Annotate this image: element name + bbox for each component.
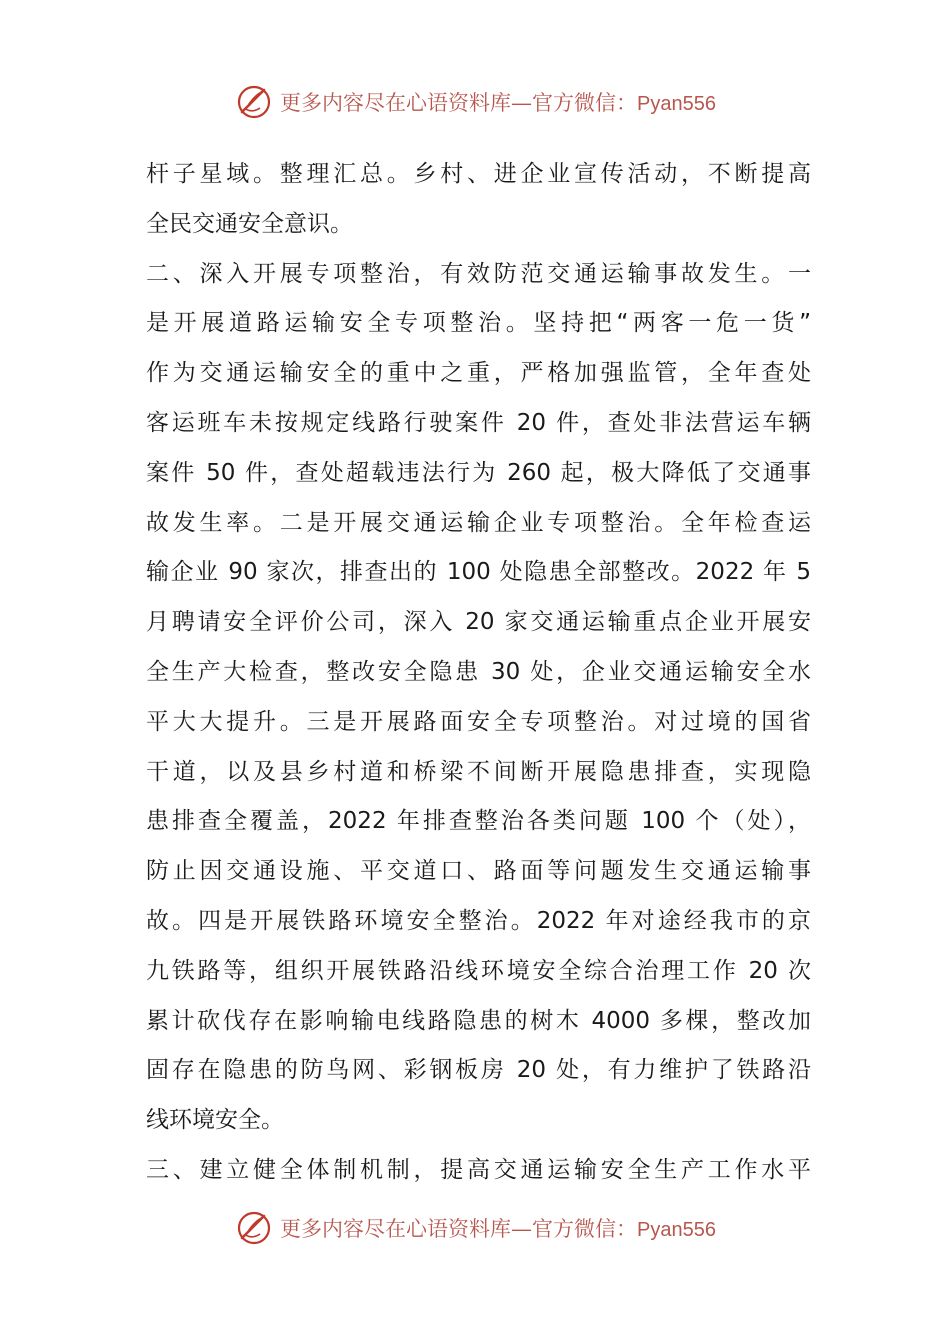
wechat-id: Pyan556 bbox=[637, 1219, 716, 1241]
text-line: 防止因交通设施、平交道口、路面等问题发生交通运输事 bbox=[146, 858, 811, 885]
watermark-text: 更多内容尽在心语资料库—官方微信：Pyan556 bbox=[280, 1217, 716, 1241]
text-line: 固存在隐患的防鸟网、彩钢板房 20 处，有力维护了铁路沿 bbox=[146, 1057, 811, 1084]
watermark-text: 更多内容尽在心语资料库—官方微信：Pyan556 bbox=[280, 91, 716, 115]
wechat-id: Pyan556 bbox=[637, 93, 716, 115]
text-line: 线环境安全。 bbox=[146, 1107, 284, 1134]
text-line: 三、建立健全体制机制，提高交通运输安全生产工作水平 bbox=[146, 1156, 811, 1183]
text-line: 故。四是开展铁路环境安全整治。2022 年对途经我市的京 bbox=[146, 907, 811, 934]
text-line: 月聘请安全评价公司，深入 20 家交通运输重点企业开展安 bbox=[146, 609, 811, 636]
text-line: 输企业 90 家次，排查出的 100 处隐患全部整改。2022 年 5 bbox=[146, 559, 811, 586]
document-body bbox=[146, 150, 811, 1196]
text-line: 累计砍伐存在影响输电线路隐患的树木 4000 多棵，整改加 bbox=[146, 1007, 811, 1034]
text-line: 是开展道路运输安全专项整治。坚持把“两客一危一货” bbox=[146, 310, 811, 337]
text-line: 九铁路等，组织开展铁路沿线环境安全综合治理工作 20 次 bbox=[146, 957, 811, 984]
paragraph-system-mechanism bbox=[146, 1146, 811, 1196]
text-line: 作为交通运输安全的重中之重，严格加强监管，全年查处 bbox=[146, 360, 811, 387]
footer-watermark bbox=[0, 1208, 950, 1248]
text-line: 全民交通安全意识。 bbox=[146, 210, 353, 237]
text-line: 杆子星域。整理汇总。乡村、进企业宣传活动，不断提高 bbox=[146, 161, 811, 187]
text-line: 二、深入开展专项整治，有效防范交通运输事故发生。一 bbox=[146, 260, 811, 287]
text-line: 客运班车未按规定线路行驶案件 20 件，查处非法营运车辆 bbox=[146, 409, 811, 436]
text-line: 平大大提升。三是开展路面安全专项整治。对过境的国省 bbox=[146, 708, 811, 735]
paragraph-special-rectification bbox=[146, 250, 811, 1146]
paragraph-continuation bbox=[146, 150, 811, 250]
quill-logo-icon bbox=[234, 1208, 274, 1248]
quill-logo-icon bbox=[234, 82, 274, 122]
header-watermark bbox=[0, 82, 950, 122]
text-line: 案件 50 件，查处超载违法行为 260 起，极大降低了交通事 bbox=[146, 459, 811, 486]
text-line: 干道，以及县乡村道和桥梁不间断开展隐患排查，实现隐 bbox=[146, 758, 811, 785]
text-line: 全生产大检查，整改安全隐患 30 处，企业交通运输安全水 bbox=[146, 658, 811, 685]
text-line: 患排查全覆盖，2022 年排查整治各类问题 100 个（处）， bbox=[146, 808, 811, 835]
text-line: 故发生率。二是开展交通运输企业专项整治。全年检查运 bbox=[146, 509, 811, 536]
